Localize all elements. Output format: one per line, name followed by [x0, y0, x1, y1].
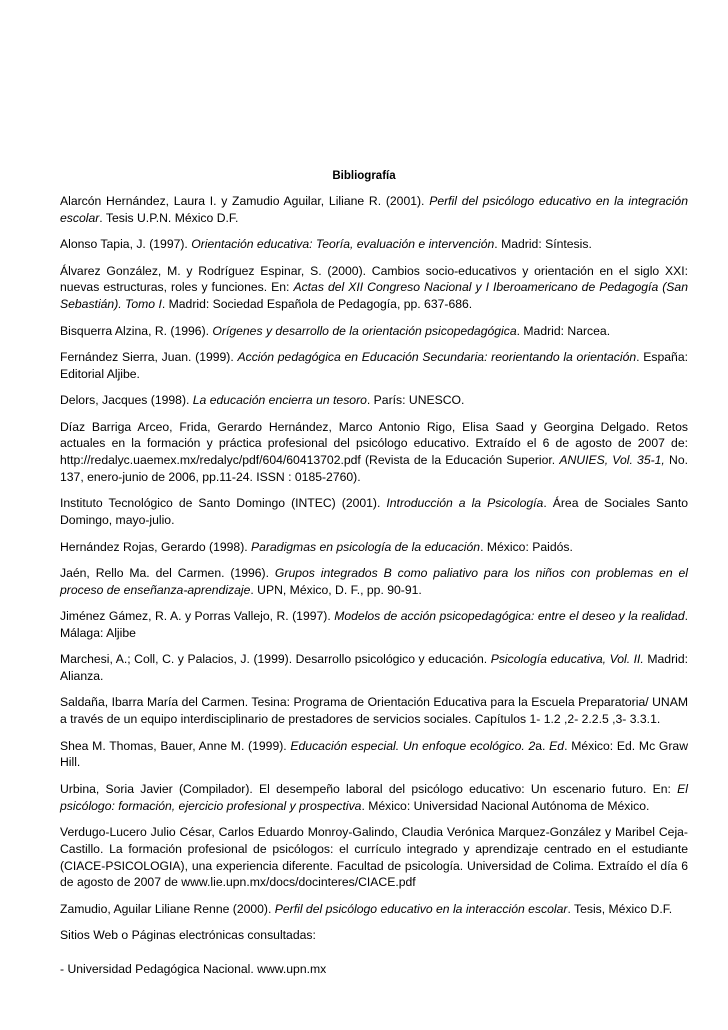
reference-item: Urbina, Soria Javier (Compilador). El desempeño laboral del psicólogo educativo: Un escenario futuro. En: El psicólogo: formación, ejercicio profesional y prospectiva. México: Universidad Nacional Autónoma de México.: [60, 781, 688, 813]
reference-item: Bisquerra Alzina, R. (1996). Orígenes y desarrollo de la orientación psicopedagógica. Madrid: Narcea.: [60, 323, 611, 338]
reference-item: Álvarez González, M. y Rodríguez Espinar, S. (2000). Cambios socio-educativos y orientación en el siglo XXI: nuevas estructuras, roles y funciones. En: Actas del XII Congreso Nacional y I Iberoamericano de Pedagogía (San Sebastián). Tomo I. Madrid: Sociedad Española de Pedagogía, pp. 637-686.: [60, 263, 688, 312]
reference-item: Zamudio, Aguilar Liliane Renne (2000). Perfil del psicólogo educativo en la interacción escolar. Tesis, México D.F.: [60, 901, 673, 916]
reference-item: Díaz Barriga Arceo, Frida, Gerardo Hernández, Marco Antonio Rigo, Elisa Saad y Georgina Delgado. Retos actuales en la formación y práctica profesional del psicólogo educativo. Extraído el 6 de agosto de 2007 de: http://redalyc.uaemex.mx/redalyc/pdf/604/60413702.pdf (Revista de la Educación Superior. ANUIES, Vol. 35-1, No. 137, enero-junio de 2006, pp.11-24. ISSN : 0185-2760).: [60, 419, 688, 484]
reference-item: Saldaña, Ibarra María del Carmen. Tesina: Programa de Orientación Educativa para la Escuela Preparatoria/ UNAM a través de un equipo interdisciplinario de prestadores de servicios sociales. Capítulos 1- 1.2 ,2- 2.2.5 ,3- 3.3.1.: [60, 695, 688, 727]
reference-list: [60, 193, 688, 987]
reference-item: Marchesi, A.; Coll, C. y Palacios, J. (1999). Desarrollo psicológico y educación. Psicología educativa, Vol. II. Madrid: Alianza.: [60, 652, 689, 684]
reference-item: Jaén, Rello Ma. del Carmen. (1996). Grupos integrados B como paliativo para los niños con problemas en el proceso de enseñanza-aprendizaje. UPN, México, D. F., pp. 90-91.: [60, 565, 688, 597]
page-title: Bibliografía: [332, 170, 396, 182]
reference-item: Instituto Tecnológico de Santo Domingo (INTEC) (2001). Introducción a la Psicología. Área de Sociales Santo Domingo, mayo-julio.: [60, 496, 688, 528]
reference-item: Verdugo-Lucero Julio César, Carlos Eduardo Monroy-Galindo, Claudia Verónica Marquez-González y Maribel Ceja-Castillo. La formación profesional de psicólogos: el currículo integrado y aprendizaje centrado en el estudiante (CIACE-PSICOLOGIA), una experiencia diferente. Facultad de psicología. Universidad de Colima. Extraído el día 6 de agosto de 2007 de www.lie.upn.mx/docs/docinteres/CIACE.pdf: [60, 825, 688, 890]
reference-item: Jiménez Gámez, R. A. y Porras Vallejo, R. (1997). Modelos de acción psicopedagógica: entre el deseo y la realidad. Málaga: Aljibe: [60, 609, 688, 640]
websites-heading: Sitios Web o Páginas electrónicas consultadas:: [60, 928, 316, 943]
reference-item: Shea M. Thomas, Bauer, Anne M. (1999). Educación especial. Un enfoque ecológico. 2a. Ed. México: Ed. Mc Graw Hill.: [60, 738, 688, 770]
website-item: - Universidad Pedagógica Nacional. www.upn.mx: [60, 961, 327, 976]
reference-item: Hernández Rojas, Gerardo (1998). Paradigmas en psicología de la educación. México: Paidós.: [60, 539, 573, 554]
reference-item: Alonso Tapia, J. (1997). Orientación educativa: Teoría, evaluación e intervención. Madrid: Síntesis.: [60, 237, 592, 252]
reference-item: Alarcón Hernández, Laura I. y Zamudio Aguilar, Liliane R. (2001). Perfil del psicólogo educativo en la integración escolar. Tesis U.P.N. México D.F.: [60, 194, 688, 225]
reference-item: Fernández Sierra, Juan. (1999). Acción pedagógica en Educación Secundaria: reorientando la orientación. España: Editorial Aljibe.: [60, 349, 688, 381]
reference-item: Delors, Jacques (1998). La educación encierra un tesoro. París: UNESCO.: [60, 393, 465, 408]
